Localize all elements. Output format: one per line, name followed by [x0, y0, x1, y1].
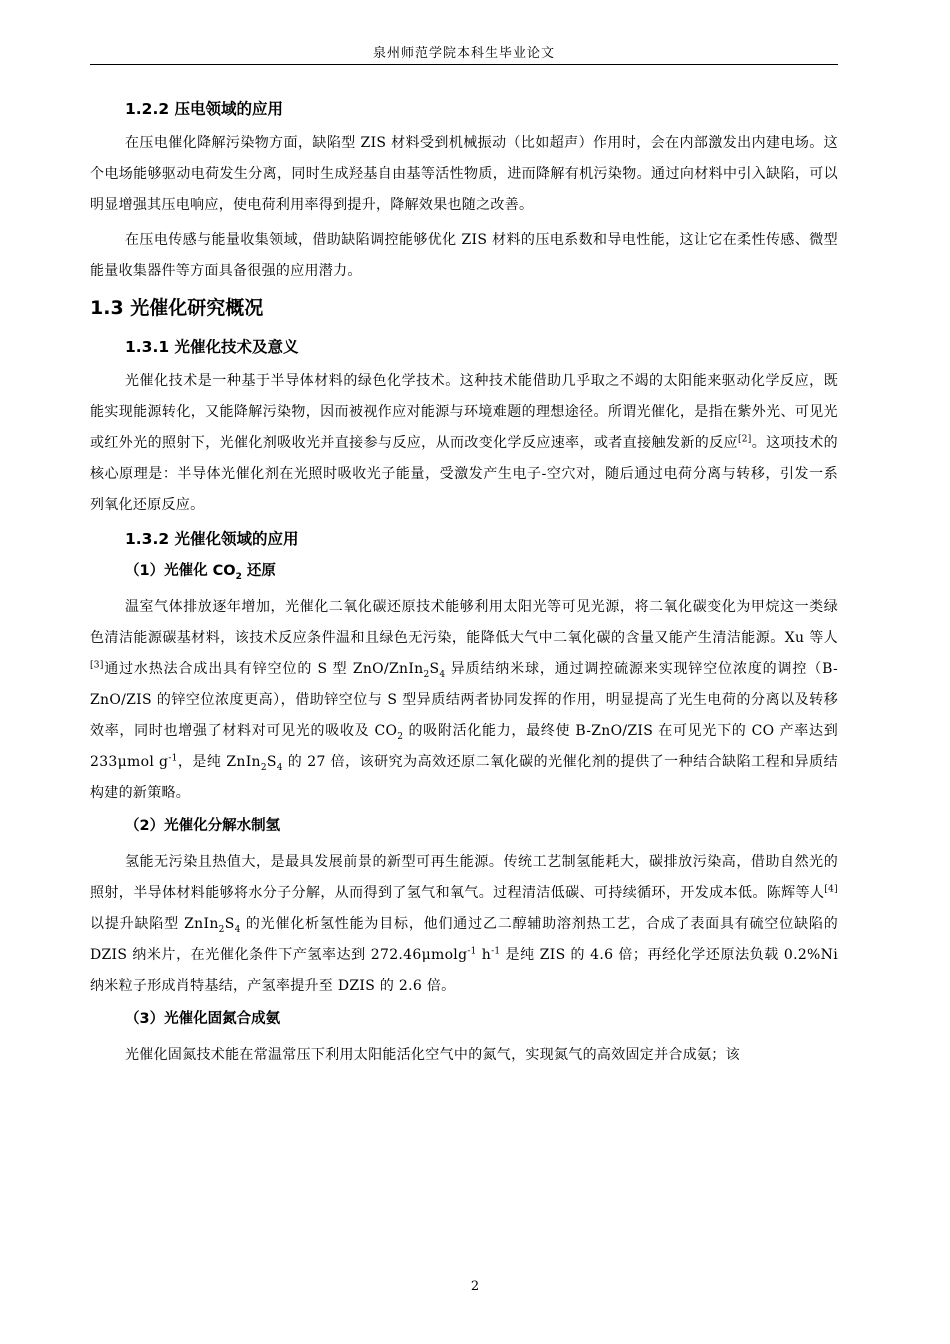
superscript: -1	[168, 753, 178, 764]
paragraph	[90, 847, 838, 1002]
text: ，是纯 ZnIn	[177, 754, 261, 770]
subscript: 2	[423, 669, 430, 680]
text: S	[266, 754, 277, 770]
heading-1-3-1: 1.3.1 光催化技术及意义	[125, 338, 299, 356]
heading-1-3: 1.3 光催化研究概况	[90, 297, 264, 319]
text: 温室气体排放逐年增加，光催化二氧化碳还原技术能够利用太阳光等可见光源，将二氧化碳变化为甲烷这一类绿色清洁能源碳基材料，该技术反应条件温和且绿色无污染，能降低大气中二氧化碳的含量又能产生清洁能源。Xu 等人	[90, 599, 838, 646]
citation: [3]	[90, 660, 104, 671]
subscript: 2	[235, 571, 242, 582]
text: 通过水热法合成出具有锌空位的 S 型 ZnO/ZnIn	[103, 661, 424, 677]
text: h	[476, 947, 492, 963]
superscript: -1	[491, 946, 501, 957]
paragraph: 在压电催化降解污染物方面，缺陷型 ZIS 材料受到机械振动（比如超声）作用时，会在内部激发出内建电场。这个电场能够驱动电荷发生分离，同时生成羟基自由基等活性物质，进而降解有机污染物。通过向材料中引入缺陷，可以明显增强其压电响应，使电荷利用率得到提升，降解效果也随之改善。	[90, 135, 838, 213]
subscript: 2	[218, 924, 225, 935]
citation: [4]	[824, 884, 838, 895]
text: 光催化技术是一种基于半导体材料的绿色化学技术。这种技术能借助几乎取之不竭的太阳能来驱动化学反应，既能实现能源转化，又能降解污染物，因而被视作应对能源与环境难题的理想途径。所谓光催化，是指在紫外光、可见光或红外光的照射下，光催化剂吸收光并直接参与反应，从而改变化学反应速率，或者直接触发新的反应	[90, 373, 838, 451]
text: 氢能无污染且热值大，是最具发展前景的新型可再生能源。传统工艺制氢能耗大，碳排放污染高，借助自然光的照射，半导体材料能够将水分子分解，从而得到了氢气和氧气。过程清洁低碳、可持续循环，开发成本低。陈辉等人	[90, 854, 838, 901]
text: 是纯 ZIS 的 4.6 倍；再经化学还原法负载 0.2%Ni 纳米粒子形成肖特基结，产氢率提升至 DZIS 的 2.6 倍。	[90, 947, 838, 994]
page-header: 泉州师范学院本科生毕业论文	[372, 46, 555, 61]
superscript: -1	[467, 946, 477, 957]
text: 还原	[241, 563, 276, 579]
subheading-co2-reduction	[125, 558, 838, 584]
subscript: 2	[397, 731, 404, 742]
page-number: 2	[470, 1279, 480, 1294]
heading-1-3-2: 1.3.2 光催化领域的应用	[125, 530, 299, 548]
subscript: 4	[234, 924, 241, 935]
document-body	[90, 95, 838, 1075]
citation: [2]	[737, 434, 752, 445]
text: 异质结纳米球，通过调控硫源来实现锌空位浓度的调控（B-ZnO/ZIS 的锌空位浓度更高），借助锌空位与 S 型异质结两者协同发挥的作用，明显提高了光生电荷的分离以及转移效率，同时也增强了材料对可见光的吸收及 CO	[90, 661, 838, 739]
text: 的 27 倍，该研究为高效还原二氧化碳的光催化剂的提供了一种结合缺陷工程和异质结构建的新策略。	[90, 754, 838, 801]
paragraph: 在压电传感与能量收集领域，借助缺陷调控能够优化 ZIS 材料的压电系数和导电性能，这让它在柔性传感、微型能量收集器件等方面具备很强的应用潜力。	[90, 232, 838, 279]
text: 。这项技术的核心原理是：半导体光催化剂在光照时吸收光子能量，受激发产生电子-空穴对，随后通过电荷分离与转移，引发一系列氧化还原反应。	[90, 435, 838, 513]
text: 以提升缺陷型 ZnIn	[90, 916, 219, 932]
subscript: 2	[260, 762, 267, 773]
text: S	[429, 661, 440, 677]
paragraph	[90, 592, 838, 809]
paragraph: 光催化固氮技术能在常温常压下利用太阳能活化空气中的氮气，实现氮气的高效固定并合成氨；该	[125, 1047, 740, 1063]
heading-1-2-2: 1.2.2 压电领域的应用	[125, 100, 284, 118]
text: 的吸附活化能力，最终使 B-ZnO/ZIS 在可见光下的 CO 产率达到 233μmol g	[90, 723, 838, 770]
text: S	[224, 916, 235, 932]
subscript: 4	[439, 669, 446, 680]
subheading-nitrogen-fixation: （3）光催化固氮合成氨	[125, 1011, 281, 1027]
header-rule	[90, 64, 838, 65]
subscript: 4	[276, 762, 283, 773]
text: （1）光催化 CO	[125, 563, 236, 579]
paragraph	[90, 366, 838, 521]
subheading-water-splitting: （2）光催化分解水制氢	[125, 818, 281, 834]
text: 的光催化析氢性能为目标，他们通过乙二醇辅助溶剂热工艺，合成了表面具有硫空位缺陷的 DZIS 纳米片，在光催化条件下产氢率达到 272.46μmolg	[90, 916, 838, 963]
